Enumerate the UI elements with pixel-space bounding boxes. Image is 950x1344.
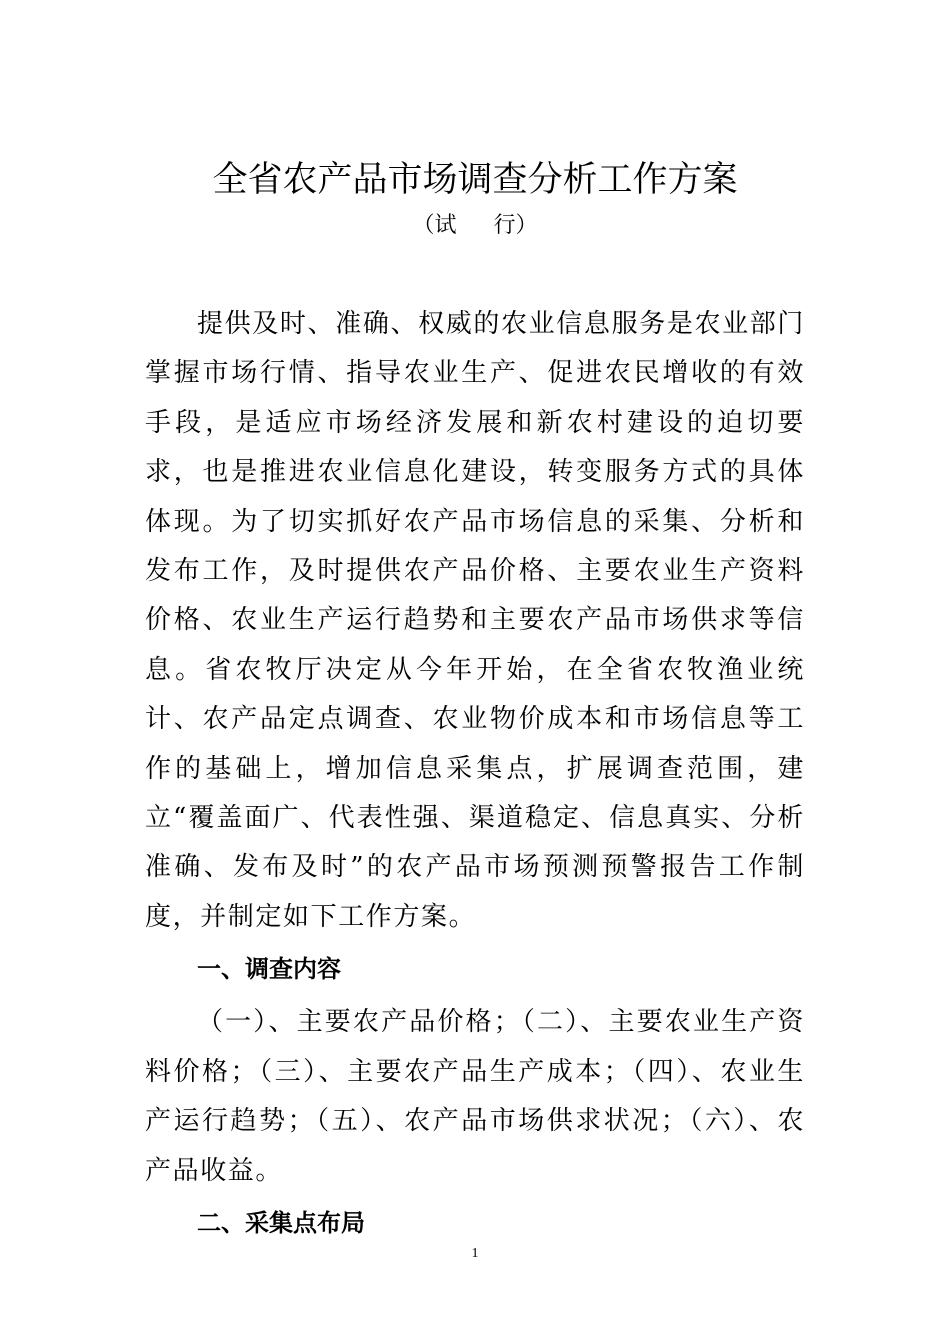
document-body xyxy=(145,300,805,1252)
section-heading-survey-content: 一、调查内容 xyxy=(197,955,341,984)
document-title: 全省农产品市场调查分析工作方案 xyxy=(212,160,738,200)
section-heading-collection-points: 二、采集点布局 xyxy=(197,1208,365,1237)
document-subtitle: （试 行） xyxy=(412,213,538,238)
intro-paragraph: 提供及时、准确、权威的农业信息服务是农业部门掌握市场行情、指导农业生产、促进农民增收的有效手段，是适应市场经济发展和新农村建设的迫切要求，也是推进农业信息化建设，转变服务方式的具体体现。为了切实抓好农产品市场信息的采集、分析和发布工作，及时提供农产品价格、主要农业生产资料价格、农业生产运行趋势和主要农产品市场供求等信息。省农牧厅决定从今年开始，在全省农牧渔业统计、农产品定点调查、农业物价成本和市场信息等工作的基础上，增加信息采集点，扩展调查范围，建立“覆盖面广、代表性强、渠道稳定、信息真实、分析准确、发布及时”的农产品市场预测预警报告工作制度，并制定如下工作方案。 xyxy=(145,309,805,932)
page-number: 1 xyxy=(471,1246,479,1261)
survey-content-paragraph: （一）、主要农产品价格；（二）、主要农业生产资料价格；（三）、主要农产品生产成本；（四）、农业生产运行趋势；（五）、农产品市场供求状况；（六）、农产品收益。 xyxy=(145,1007,805,1186)
